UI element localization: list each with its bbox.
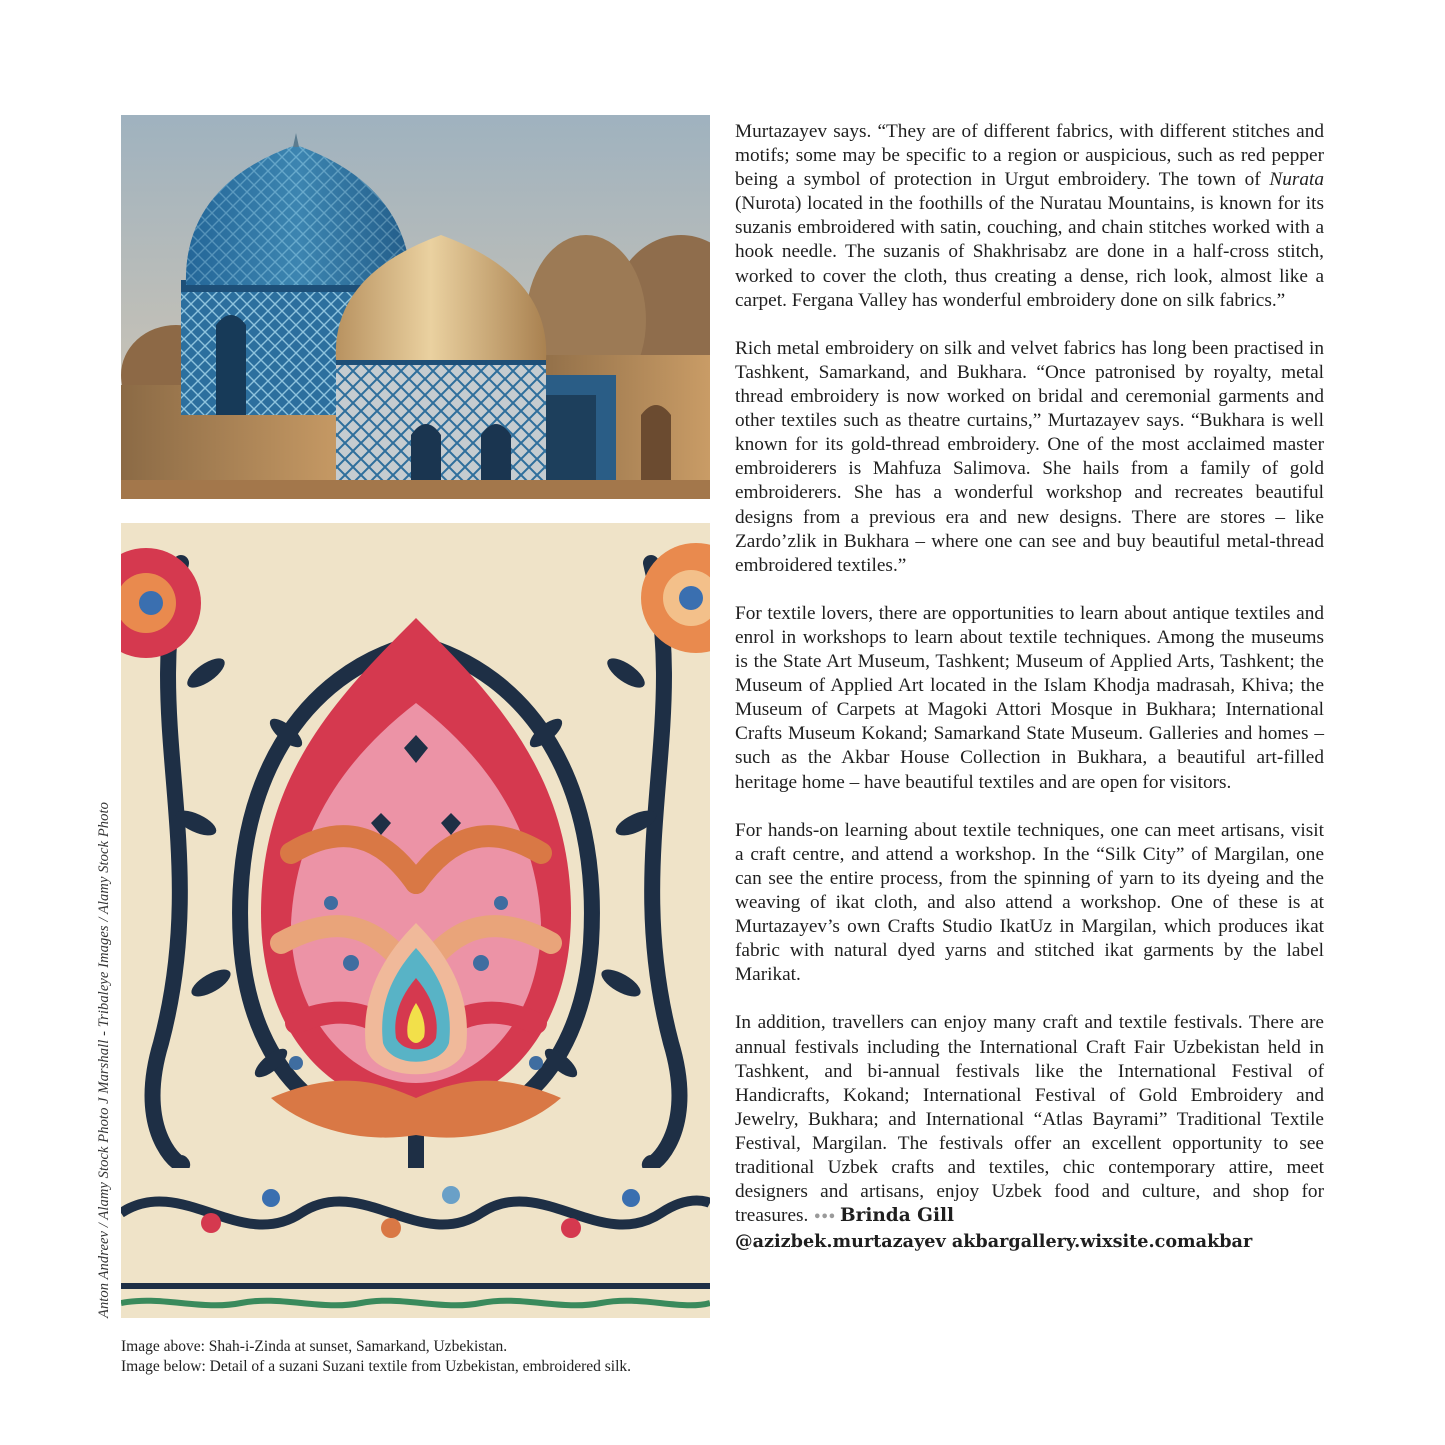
photo-suzani-textile (121, 523, 710, 1318)
image-captions (121, 1337, 761, 1377)
article-body (735, 120, 1324, 1254)
paragraph-museums: For textile lovers, there are opportunities to learn about antique textiles and enrol in workshops to learn about textile techniques. Among the museums is the State Art Museum, Tashkent; Museum of Applied Arts, Tashkent; the Museum of Applied Art located in the Islam Khodja madrasah, Khiva; the Museum of Carpets at Magoki Attori Mosque in Bukhara; International Crafts Museum Kokand; Samarkand State Museum. Galleries and homes – such as the Akbar House Collection in Bukhara, a beautiful art-filled heritage home – have beautiful textiles and are open for visitors. (735, 602, 1324, 793)
author-byline: Brinda Gill (839, 1205, 955, 1227)
italic-place-name: Nurata (1269, 169, 1324, 191)
paragraph-metal-embroidery: Rich metal embroidery on silk and velvet fabrics has long been practised in Tashkent, Samarkand, and Bukhara. “Once patronised by royalty, metal thread embroidery is now worked on bridal and ceremonial garments and other textiles such as theatre curtains,” Murtazayev says. “Bukhara is well known for its gold-thread embroidery. One of the most acclaimed master embroiderers is Mahfuza Salimova. She hails from a family of gold embroiderers. She has a wonderful workshop and recreates beautiful designs from a previous era and new designs. There are stores – like Zardo’zlik in Bukhara – where one can see and buy beautiful metal-thread embroidered textiles.” (735, 337, 1324, 576)
domes-illustration (121, 115, 710, 499)
paragraph-regional-stitches (735, 120, 1324, 313)
caption-below: Image below: Detail of a suzani Suzani textile from Uzbekistan, embroidered silk. (121, 1358, 632, 1375)
paragraph-text: Murtazayev says. “They are of different fabrics, with different stitches and motifs; some may be specific to a region or auspicious, such as red pepper being a symbol of protection in Urgut embroidery. The town of (735, 121, 1324, 191)
paragraph-text: (Nurota) located in the foothills of the Nuratau Mountains, is known for its suzanis embroidered with satin, couching, and chain stitches worked with a hook needle. The suzanis of Shakhrisabz are done in a half-cross stitch, worked to cover the cloth, thus creating a dense, rich look, almost like a carpet. Fergana Valley has wonderful embroidery done on silk fabrics.” (735, 193, 1324, 311)
suzani-illustration (121, 523, 710, 1318)
paragraph-workshops: For hands-on learning about textile techniques, one can meet artisans, visit a craft centre, and attend a workshop. In the “Silk City” of Margilan, one can see the entire process, from the spinning of yarn to its dyeing and the weaving of ikat cloth, and also attend a workshop. One of these is at Murtazayev’s own Crafts Studio IkatUz in Margilan, which produces ikat fabric with natural dyed yarns and stitched ikat garments by the label Marikat. (735, 819, 1324, 986)
caption-above: Image above: Shah-i-Zinda at sunset, Samarkand, Uzbekistan. (121, 1338, 508, 1355)
end-mark: ••• (813, 1210, 836, 1226)
social-handles: @azizbek.murtazayev akbargallery.wixsite.comakbar (735, 1231, 1253, 1253)
paragraph-text: In addition, travellers can enjoy many craft and textile festivals. There are annual festivals including the International Craft Fair Uzbekistan held in Tashkent, and bi-annual festivals like the International Festival of Handicrafts, Kokand; International Festival of Gold Embroidery and Jewelry, Bukhara; and International “Atlas Bayrami” Traditional Textile Festival, Margilan. The festivals offer an excellent opportunity to see traditional Uzbek crafts and textiles, chic contemporary attire, meet designers and artisans, enjoy Uzbek food and culture, and shop for treasures. (735, 1012, 1324, 1227)
photo-credit: Anton Andreev / Alamy Stock Photo J Marshall - Tribaleye Images / Alamy Stock Photo (96, 802, 112, 1318)
photo-shah-i-zinda (121, 115, 710, 499)
paragraph-festivals (735, 1011, 1324, 1254)
